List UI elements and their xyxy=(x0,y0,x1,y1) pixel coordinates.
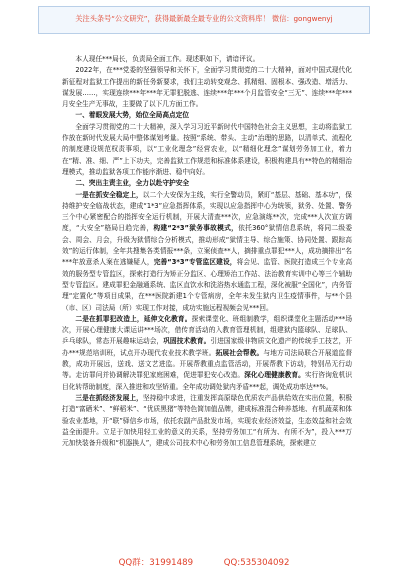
footer-contact xyxy=(0,556,408,568)
security-text-b: 依托360°狱情信息系统，将同二级委会、周会、月会，升级为狱情综合分析模式，推动形成“狱情主导、综合施策、协同处置、跟踪高效”的运行体制，全年共搜集各类情报***条，立案侦查**人，摘排重点罪犯***人，成功摘排出“名***年放意杀人案在逃嫌疑人， xyxy=(62,224,352,267)
reform-text: 探索课堂化、班组制教学，组织课堂化主题活动***场次，开展心理健康大课运讲***场次，借传育活动的入教育管理机制，组建狱内篮球队、足球队、乒乓球队，常态开展趣味运动会， xyxy=(62,314,352,346)
section1-paragraph: 全面学习贯彻党的二十大精神，深入学习习近平新时代中国特色社会主义思想，主动将监狱工作放在新时代发展大局中整体谋划考量。按照“系统、带头、主动”治理的思路，以清单式、流程化的制度建设规范权责事项，以“工业化理念”经营农业，以“精细化理念”谋划劳务加工业，着力在“精、准、细、严”上下功夫，完善监狱工作规范和标准体系建设，积极构建具有**特色的精细治理模式，推动监狱各项工作能序渐进、稳中向好。 xyxy=(62,122,352,176)
footer-qq-group: QQ群：31991489 xyxy=(118,558,194,568)
security-bold-1: 构建“2*3”狱务事故模式， xyxy=(153,224,239,233)
document-body xyxy=(62,54,352,549)
security-lead: 一是在抓安全稳定上， xyxy=(75,190,143,199)
section-heading-2: 二、突出主责主业，全力以赴守护安全 xyxy=(75,179,190,188)
economy-paragraph xyxy=(62,393,352,449)
top-banner xyxy=(38,6,370,34)
intro-paragraph: 本人现任***局长，负责局全面工作。现述职如下，请谙评议。 xyxy=(75,55,260,63)
security-text-c: 将会见、监管、医院打造成三个专业高效的服务型专管监区，探索打造行为矫正分监区、心理矫治工作站、法治教育实训中心等三个辅助型专管监区。建成罪犯金融通系统、监区直饮水和洗浴热水通监工程，深化被服“全国化”，内务管理“定置化”等项目成果，在***医院新建1个专管病房，全年未发生狱内卫生疫情事件，与**个县（市、区）司法局（所）实现工作对接，成功实施远程视频会见***回。 xyxy=(62,258,352,312)
economy-lead: 三是在抓经济发展上， xyxy=(75,393,143,402)
section-heading-1: 一、着眼发展大势，始位全局高点定位 xyxy=(75,111,190,120)
security-paragraph xyxy=(62,190,352,314)
reform-text-c: 引进国家级非物质文化遗产的传统手工技艺，开办***规范培训班，试点开办现代农业技术教学班。 xyxy=(62,337,352,357)
security-bold-2: 完善“3*3”专管监区建设， xyxy=(153,258,237,267)
overview-paragraph: 2022年，在***党委的坚强领导和关怀下，全面学习贯彻党的二十大精神，面对中国式现代化新征程对监狱工作提出的新任务新要求，我们主动转变观念、抓精细、固根本、强改造、增活力、谋发展……，实现连续***年***年无罪犯脱逃、连续***年***个月监管安全“三无”、连续***年***月安全生产无事故，主要做了以下几方面工作。 xyxy=(62,66,352,109)
reform-bold-3: 拓展社会帮教。 xyxy=(215,348,264,357)
reform-bold-4: 深化心理健康教育。 xyxy=(244,371,305,380)
security-text: 以二个大安保为主线，实行全警动员，紧盯“基层、基础、基本功”，保持维护安全临战状态，建成“1*3”应急指挥体系，实现以应急指挥中心为统领，狱务、处置、警务三个中心紧密配合的指挥安全运行机制，开展大清查***次，应急演练**次，完成***人次宣方调度，“大安全”格局日趋完善， xyxy=(62,190,352,233)
footer-qq: QQ:535304092 xyxy=(223,558,290,568)
reform-paragraph xyxy=(62,314,352,393)
banner-text: 关注头条号“公文研究”，获得最新最全最专业的公文资料库！ 微信：gongwenyj xyxy=(75,14,333,23)
reform-text-d: 与地方司法局联合开展道监督教，成功开展远，送戏、送文艺进监。开展帮教重点监管活动，开展帮教下访动，特别吊无行动等。走访罪问并协调解决罪犯家庭困难，促进罪犯安心改造。 xyxy=(62,348,352,380)
reform-text-e: 实行咨询危机识目化转帮助制度，深入推进和攻坚矫重。全年成功调处狱内矛盾***起，调处成功率达**%。 xyxy=(62,371,352,391)
reform-lead: 二是在抓罪犯改造上， xyxy=(75,314,144,323)
economy-text: 坚持稳中求进，注重发挥高原绿色优质农产品供给效在实出位置，积极打造“富硒米”、“鲜稻米”、“优质黑猪”等特色简加值品牌，建成标准混合种养基地、有机蔬菜和体验农业基地，开“联”驿信乡市场，依托农副产品批发市场，实现农业经济效益，生态效益和社会效益全面提升。立足于加快用轻工业的意义的关系，坚持劳务加工“有所为、有所不为”，投入***万元加快装备升级和“机器换人”，建成公司技术中心和劳务加工信息管理系统，探索建立 xyxy=(62,393,352,448)
reform-bold-1: 延伸文化教育。 xyxy=(143,314,192,323)
reform-bold-2: 巩固技术教育。 xyxy=(163,337,211,346)
